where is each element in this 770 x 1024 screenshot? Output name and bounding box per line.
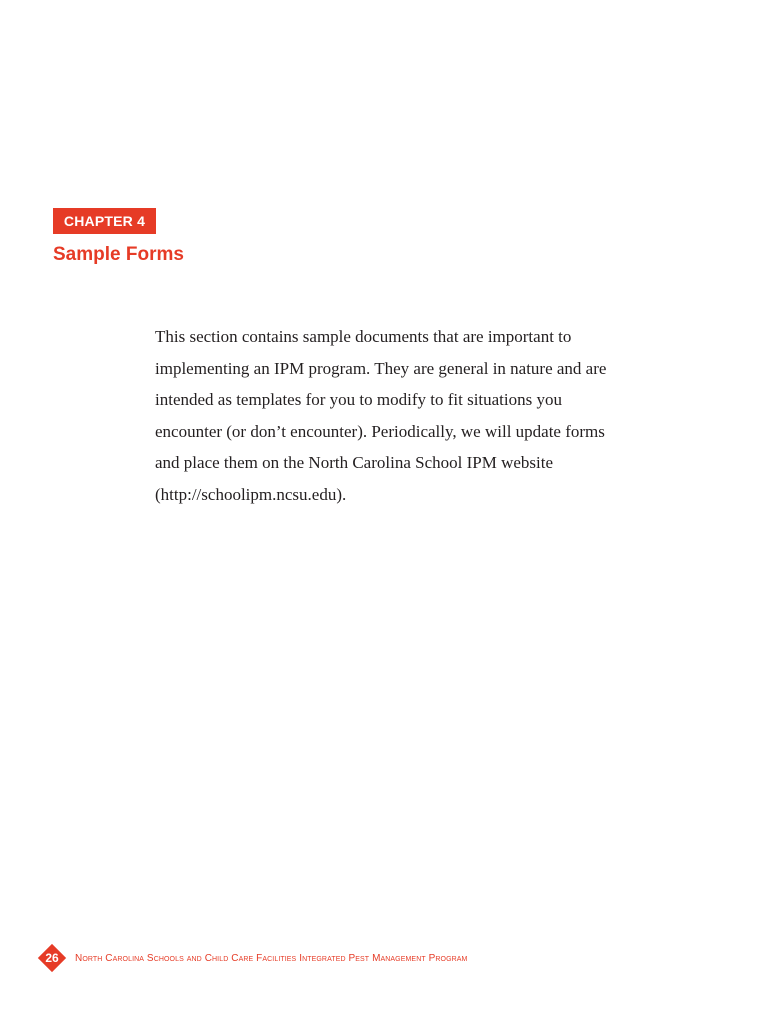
- chapter-label-badge: CHAPTER 4: [53, 208, 156, 234]
- chapter-title: Sample Forms: [53, 244, 184, 265]
- page-number: 26: [45, 951, 59, 965]
- intro-paragraph: This section contains sample documents that are important to implementing an IPM program. They are general in nature and are intended as templates for you to modify to fit situations you encounter (or don’t encounter). Periodically, we will update forms and place them on the North Carolina School IPM website (http://schoolipm.ncsu.edu).: [155, 327, 607, 504]
- page-footer: [38, 944, 467, 972]
- page-number-diamond-icon: [38, 944, 66, 972]
- running-title: North Carolina Schools and Child Care Facilities Integrated Pest Management Program: [75, 952, 468, 964]
